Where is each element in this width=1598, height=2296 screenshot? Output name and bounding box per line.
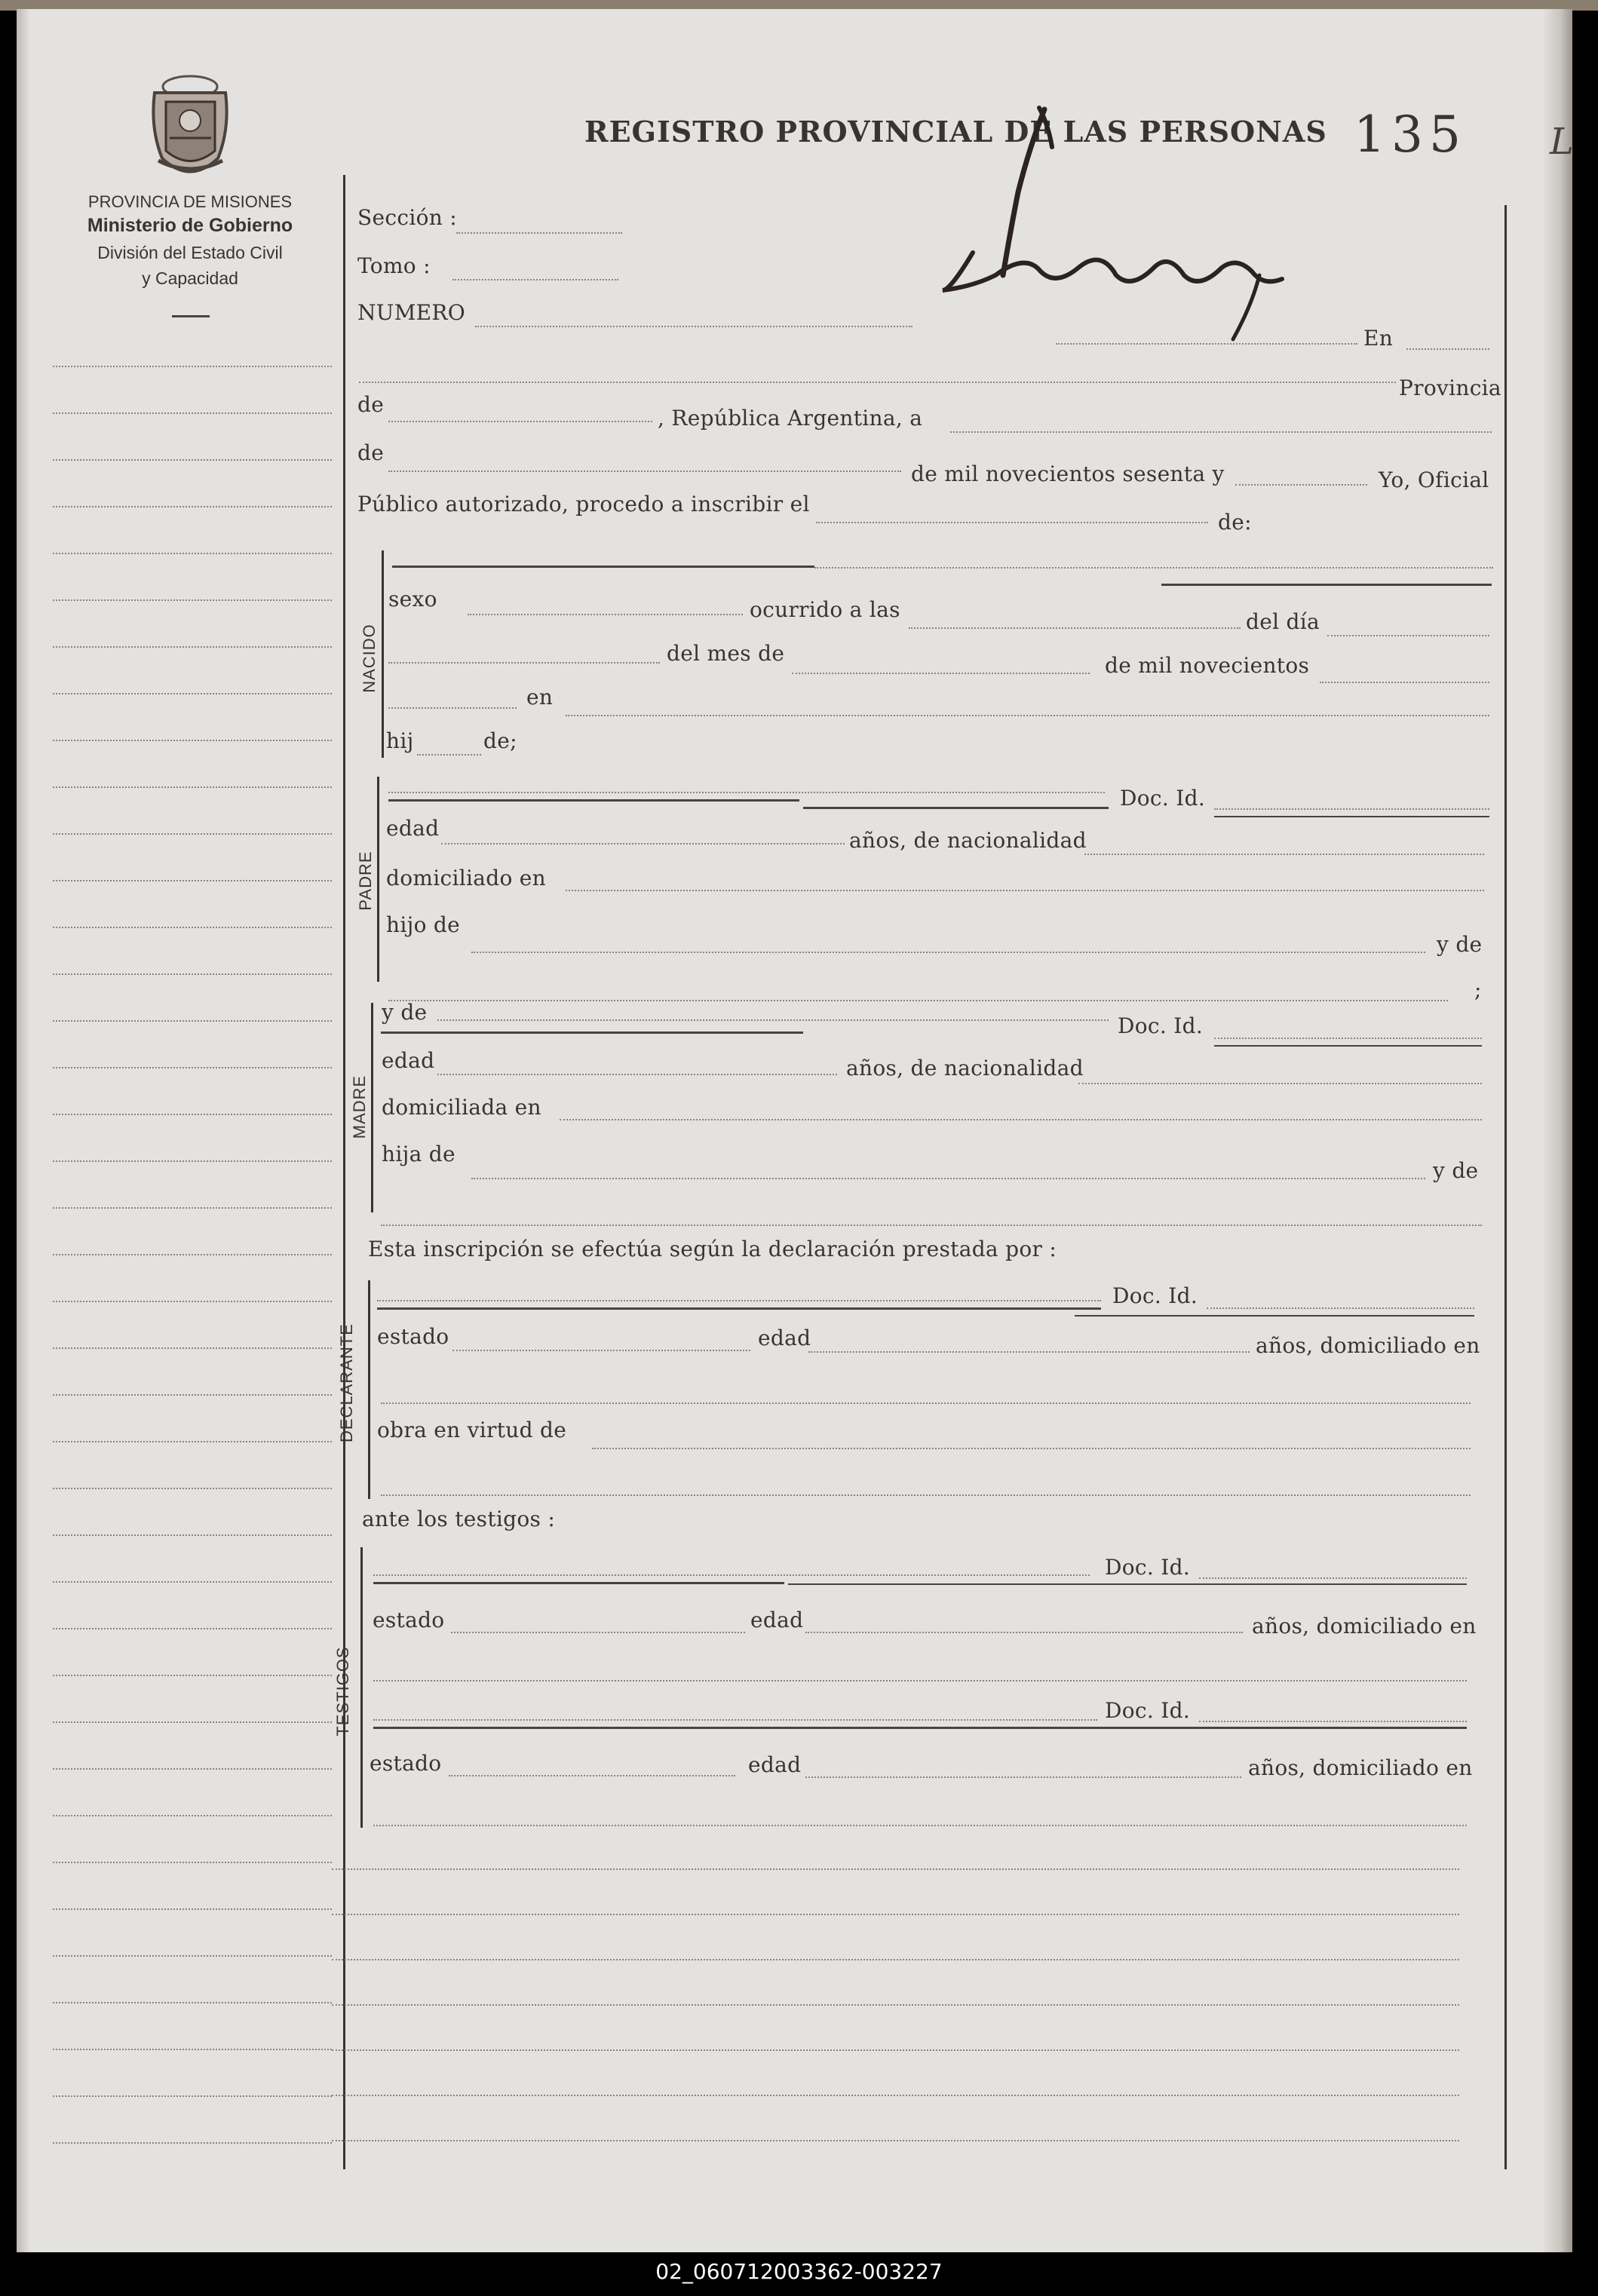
madre-y-de-label: y de	[382, 1000, 428, 1025]
de-label-1: de	[357, 392, 385, 417]
padre-hijo-label: hijo de	[386, 912, 461, 937]
testigo2-domicilio-field[interactable]	[373, 1825, 1467, 1826]
sexo-label: sexo	[388, 587, 437, 612]
province-name: PROVINCIA DE MISIONES	[87, 192, 293, 211]
bottom-note-line[interactable]	[332, 1868, 1459, 1870]
bottom-note-line[interactable]	[332, 2049, 1459, 2051]
declarante-edad-label: edad	[758, 1326, 811, 1350]
coat-of-arms-seal	[140, 72, 241, 185]
cancelled-signature	[928, 102, 1290, 351]
year-field[interactable]	[1235, 484, 1367, 486]
testigo1-name-line-2	[788, 1583, 1467, 1585]
left-vertical-rule	[343, 175, 345, 2169]
en-label: En	[1363, 326, 1394, 351]
nacido-name-line[interactable]	[392, 566, 814, 568]
page-number: 135	[1354, 106, 1467, 164]
del-dia-label: del día	[1246, 609, 1320, 634]
margin-note-line[interactable]	[53, 1207, 332, 1209]
inscribir-field[interactable]	[816, 522, 1208, 523]
madre-name-dots[interactable]	[437, 1019, 1109, 1021]
margin-note-line[interactable]	[53, 1955, 332, 1957]
declarante-anos-label: años, domiciliado en	[1256, 1333, 1480, 1358]
ante-testigos-text: ante los testigos :	[362, 1507, 556, 1531]
del-mes-label: del mes de	[667, 641, 785, 666]
testigo2-estado-field[interactable]	[449, 1775, 735, 1776]
madre-edad-label: edad	[382, 1048, 435, 1073]
madre-hija-label: hija de	[382, 1142, 455, 1166]
padre-y-de-field[interactable]	[388, 1000, 1448, 1001]
margin-note-line[interactable]	[53, 366, 332, 367]
testigo1-anos-label: años, domiciliado en	[1252, 1614, 1477, 1638]
padre-doc-label: Doc. Id.	[1120, 786, 1206, 811]
madre-domicilio-label: domiciliada en	[382, 1095, 541, 1120]
register-page	[17, 9, 1570, 2252]
testigo2-name-dots[interactable]	[373, 1719, 1097, 1721]
padre-edad-field[interactable]	[441, 843, 845, 845]
declarante-obra-label: obra en virtud de	[377, 1418, 567, 1442]
margin-note-line[interactable]	[53, 599, 332, 601]
margin-note-line[interactable]	[53, 1721, 332, 1723]
declarante-doc-line	[1075, 1315, 1474, 1317]
hij-de-label: de;	[483, 728, 517, 753]
publico-label: Público autorizado, procedo a inscribir el	[357, 492, 810, 517]
testigo2-doc-label: Doc. Id.	[1105, 1698, 1191, 1723]
testigo2-edad-label: edad	[748, 1752, 802, 1777]
testigo2-doc-field[interactable]	[1199, 1721, 1467, 1722]
testigo1-name-line[interactable]	[373, 1582, 784, 1584]
margin-note-line[interactable]	[53, 1254, 332, 1255]
margin-note-line[interactable]	[53, 1768, 332, 1770]
date-day-field[interactable]	[950, 431, 1492, 433]
declarante-obra-field[interactable]	[592, 1448, 1471, 1449]
margin-note-line[interactable]	[53, 412, 332, 414]
division-name: División del Estado Civil	[97, 243, 283, 262]
padre-edad-label: edad	[386, 816, 440, 841]
date-month-field[interactable]	[388, 471, 901, 472]
nacido-name-line-2[interactable]	[1161, 584, 1492, 586]
madre-bracket	[371, 1003, 373, 1212]
margin-note-line[interactable]	[53, 2095, 332, 2097]
hora-field[interactable]	[909, 627, 1241, 629]
declarante-domicilio-field[interactable]	[381, 1402, 1471, 1404]
seccion-field[interactable]	[456, 232, 622, 234]
bottom-note-line[interactable]	[332, 2004, 1459, 2006]
declarante-doc-field[interactable]	[1207, 1307, 1474, 1309]
margin-note-line[interactable]	[53, 2049, 332, 2050]
ocurrido-label: ocurrido a las	[750, 597, 900, 622]
mes-field[interactable]	[792, 673, 1090, 674]
padre-name-dots[interactable]	[388, 792, 1105, 793]
de-label-2: de	[357, 440, 385, 465]
margin-note-line[interactable]	[53, 1160, 332, 1162]
dia-field[interactable]	[1327, 635, 1489, 636]
bottom-note-line[interactable]	[332, 1959, 1459, 1960]
margin-note-line[interactable]	[53, 786, 332, 788]
signature-text	[1003, 271, 1107, 294]
padre-anos-label: años, de nacionalidad	[849, 828, 1087, 853]
yo-oficial-label: Yo, Oficial	[1379, 467, 1489, 492]
nacido-name-dots[interactable]	[814, 567, 1493, 569]
declarante-estado-label: estado	[377, 1324, 449, 1349]
margin-note-line[interactable]	[53, 646, 332, 648]
margin-note-line[interactable]	[53, 927, 332, 928]
place-field[interactable]	[359, 382, 1396, 383]
ministry-name: Ministerio de Gobierno	[87, 215, 293, 236]
margin-note-line[interactable]	[53, 973, 332, 975]
en-field[interactable]	[1406, 348, 1489, 350]
testigo2-edad-field[interactable]	[805, 1776, 1241, 1778]
register-title: REGISTRO PROVINCIAL DE LAS PERSONAS	[584, 115, 1327, 149]
declarante-label: DECLARANTE	[337, 1323, 356, 1442]
declaracion-text: Esta inscripción se efectúa según la declaración prestada por :	[368, 1237, 1057, 1261]
margin-note-line[interactable]	[53, 2002, 332, 2003]
madre-label: MADRE	[350, 1074, 369, 1139]
de-colon-label: de:	[1218, 510, 1252, 535]
provincia-label: Provincia	[1399, 376, 1501, 400]
sexo-field[interactable]	[468, 614, 743, 615]
numero-field[interactable]	[475, 326, 912, 327]
margin-note-line[interactable]	[53, 1114, 332, 1115]
padre-name-line-2[interactable]	[803, 807, 1109, 809]
madre-doc-label: Doc. Id.	[1118, 1013, 1204, 1038]
nacido-bracket	[382, 550, 384, 758]
margin-note-line[interactable]	[53, 833, 332, 835]
hij-label: hij	[386, 728, 414, 753]
province-field[interactable]	[388, 421, 652, 422]
padre-bracket	[377, 777, 379, 982]
madre-nacionalidad-field[interactable]	[1078, 1083, 1482, 1084]
de-mil-nov-label: de mil novecientos	[1105, 653, 1310, 678]
margin-note-line[interactable]	[53, 1488, 332, 1489]
margin-note-line[interactable]	[53, 1581, 332, 1583]
declarante-estado-field[interactable]	[452, 1350, 750, 1351]
madre-anos-label: años, de nacionalidad	[846, 1056, 1084, 1081]
margin-note-line[interactable]	[53, 459, 332, 461]
margin-note-line[interactable]	[53, 1675, 332, 1676]
declarante-edad-field[interactable]	[808, 1351, 1250, 1353]
margin-note-line[interactable]	[53, 1394, 332, 1396]
testigo1-estado-label: estado	[373, 1608, 445, 1632]
margin-note-line[interactable]	[53, 1301, 332, 1302]
padre-doc-field[interactable]	[1214, 808, 1489, 810]
padre-label: PADRE	[356, 851, 375, 911]
bottom-note-line[interactable]	[332, 2095, 1459, 2096]
anio-field[interactable]	[1320, 682, 1489, 683]
declarante-obra-field-2[interactable]	[381, 1494, 1471, 1496]
padre-hijo-field[interactable]	[471, 952, 1425, 953]
margin-note-line[interactable]	[53, 693, 332, 694]
numero-field-2[interactable]	[1056, 343, 1357, 345]
republica-label: , República Argentina, a	[658, 406, 923, 431]
madre-y-de2-label: y de	[1433, 1158, 1479, 1183]
testigos-label: TESTIGOS	[333, 1646, 352, 1737]
header-rule	[172, 315, 210, 317]
margin-note-line[interactable]	[53, 740, 332, 741]
margin-note-line[interactable]	[53, 1815, 332, 1816]
madre-doc-line	[1214, 1045, 1482, 1047]
de-mil-label: de mil novecientos sesenta y	[911, 461, 1225, 486]
testigo1-domicilio-field[interactable]	[373, 1680, 1467, 1681]
margin-note-line[interactable]	[53, 2142, 332, 2144]
margin-note-line[interactable]	[53, 553, 332, 554]
madre-doc-field[interactable]	[1214, 1038, 1482, 1039]
numero-label: NUMERO	[357, 300, 466, 325]
declarante-name-line[interactable]	[377, 1307, 1101, 1310]
madre-hija-field[interactable]	[471, 1178, 1425, 1179]
padre-semicolon: ;	[1474, 977, 1482, 1002]
margin-note-line[interactable]	[53, 1067, 332, 1068]
declarante-bracket	[368, 1280, 370, 1499]
page-fold-right	[1542, 9, 1572, 2252]
anio-field-2[interactable]	[388, 707, 517, 709]
en-nacido-label: en	[526, 685, 554, 710]
right-vertical-rule	[1504, 205, 1507, 2169]
testigo1-edad-field[interactable]	[805, 1632, 1243, 1633]
bottom-note-line[interactable]	[332, 1914, 1459, 1915]
margin-note-line[interactable]	[53, 506, 332, 507]
testigo1-doc-label: Doc. Id.	[1105, 1555, 1191, 1580]
madre-y-de2-field[interactable]	[381, 1225, 1482, 1226]
padre-y-de-label: y de	[1437, 932, 1483, 957]
margin-note-line[interactable]	[53, 1441, 332, 1442]
padre-name-line[interactable]	[388, 799, 799, 802]
margin-note-line[interactable]	[53, 1347, 332, 1349]
margin-note-line[interactable]	[53, 1534, 332, 1536]
madre-name-line[interactable]	[381, 1032, 803, 1034]
testigo2-anos-label: años, domiciliado en	[1248, 1755, 1473, 1780]
testigo2-name-line[interactable]	[373, 1727, 1467, 1729]
seccion-label: Sección :	[357, 205, 457, 230]
testigos-bracket	[360, 1547, 363, 1828]
tomo-field[interactable]	[452, 279, 618, 280]
page-fold-left	[17, 9, 30, 2252]
padre-domicilio-label: domiciliado en	[386, 866, 547, 891]
margin-note-line[interactable]	[53, 1628, 332, 1629]
testigo1-estado-field[interactable]	[451, 1632, 745, 1633]
testigo2-estado-label: estado	[370, 1751, 442, 1776]
dia-field-2[interactable]	[388, 662, 660, 664]
madre-edad-field[interactable]	[437, 1074, 837, 1075]
lugar-field[interactable]	[566, 715, 1489, 716]
testigo1-name-dots[interactable]	[373, 1574, 1090, 1576]
padre-doc-line	[1214, 816, 1489, 817]
padre-domicilio-field[interactable]	[566, 890, 1484, 891]
tomo-label: Tomo :	[357, 253, 431, 278]
margin-note-line[interactable]	[53, 1862, 332, 1863]
hij-field[interactable]	[417, 754, 481, 756]
nacido-label: NACIDO	[360, 624, 379, 693]
margin-note-line[interactable]	[53, 1908, 332, 1910]
declarante-doc-label: Doc. Id.	[1112, 1283, 1198, 1308]
margin-note-line[interactable]	[53, 1020, 332, 1022]
madre-domicilio-field[interactable]	[560, 1119, 1482, 1120]
division-name-2: y Capacidad	[142, 268, 238, 288]
handwritten-mark: L	[1550, 121, 1574, 163]
image-id-caption: 02_060712003362-003227	[655, 2259, 943, 2284]
testigo1-edad-label: edad	[750, 1608, 804, 1632]
padre-nacionalidad-field[interactable]	[1084, 854, 1484, 855]
bottom-note-line[interactable]	[332, 2140, 1459, 2141]
declarante-name-dots[interactable]	[377, 1300, 1101, 1301]
testigo1-doc-field[interactable]	[1199, 1577, 1467, 1579]
margin-note-line[interactable]	[53, 880, 332, 881]
